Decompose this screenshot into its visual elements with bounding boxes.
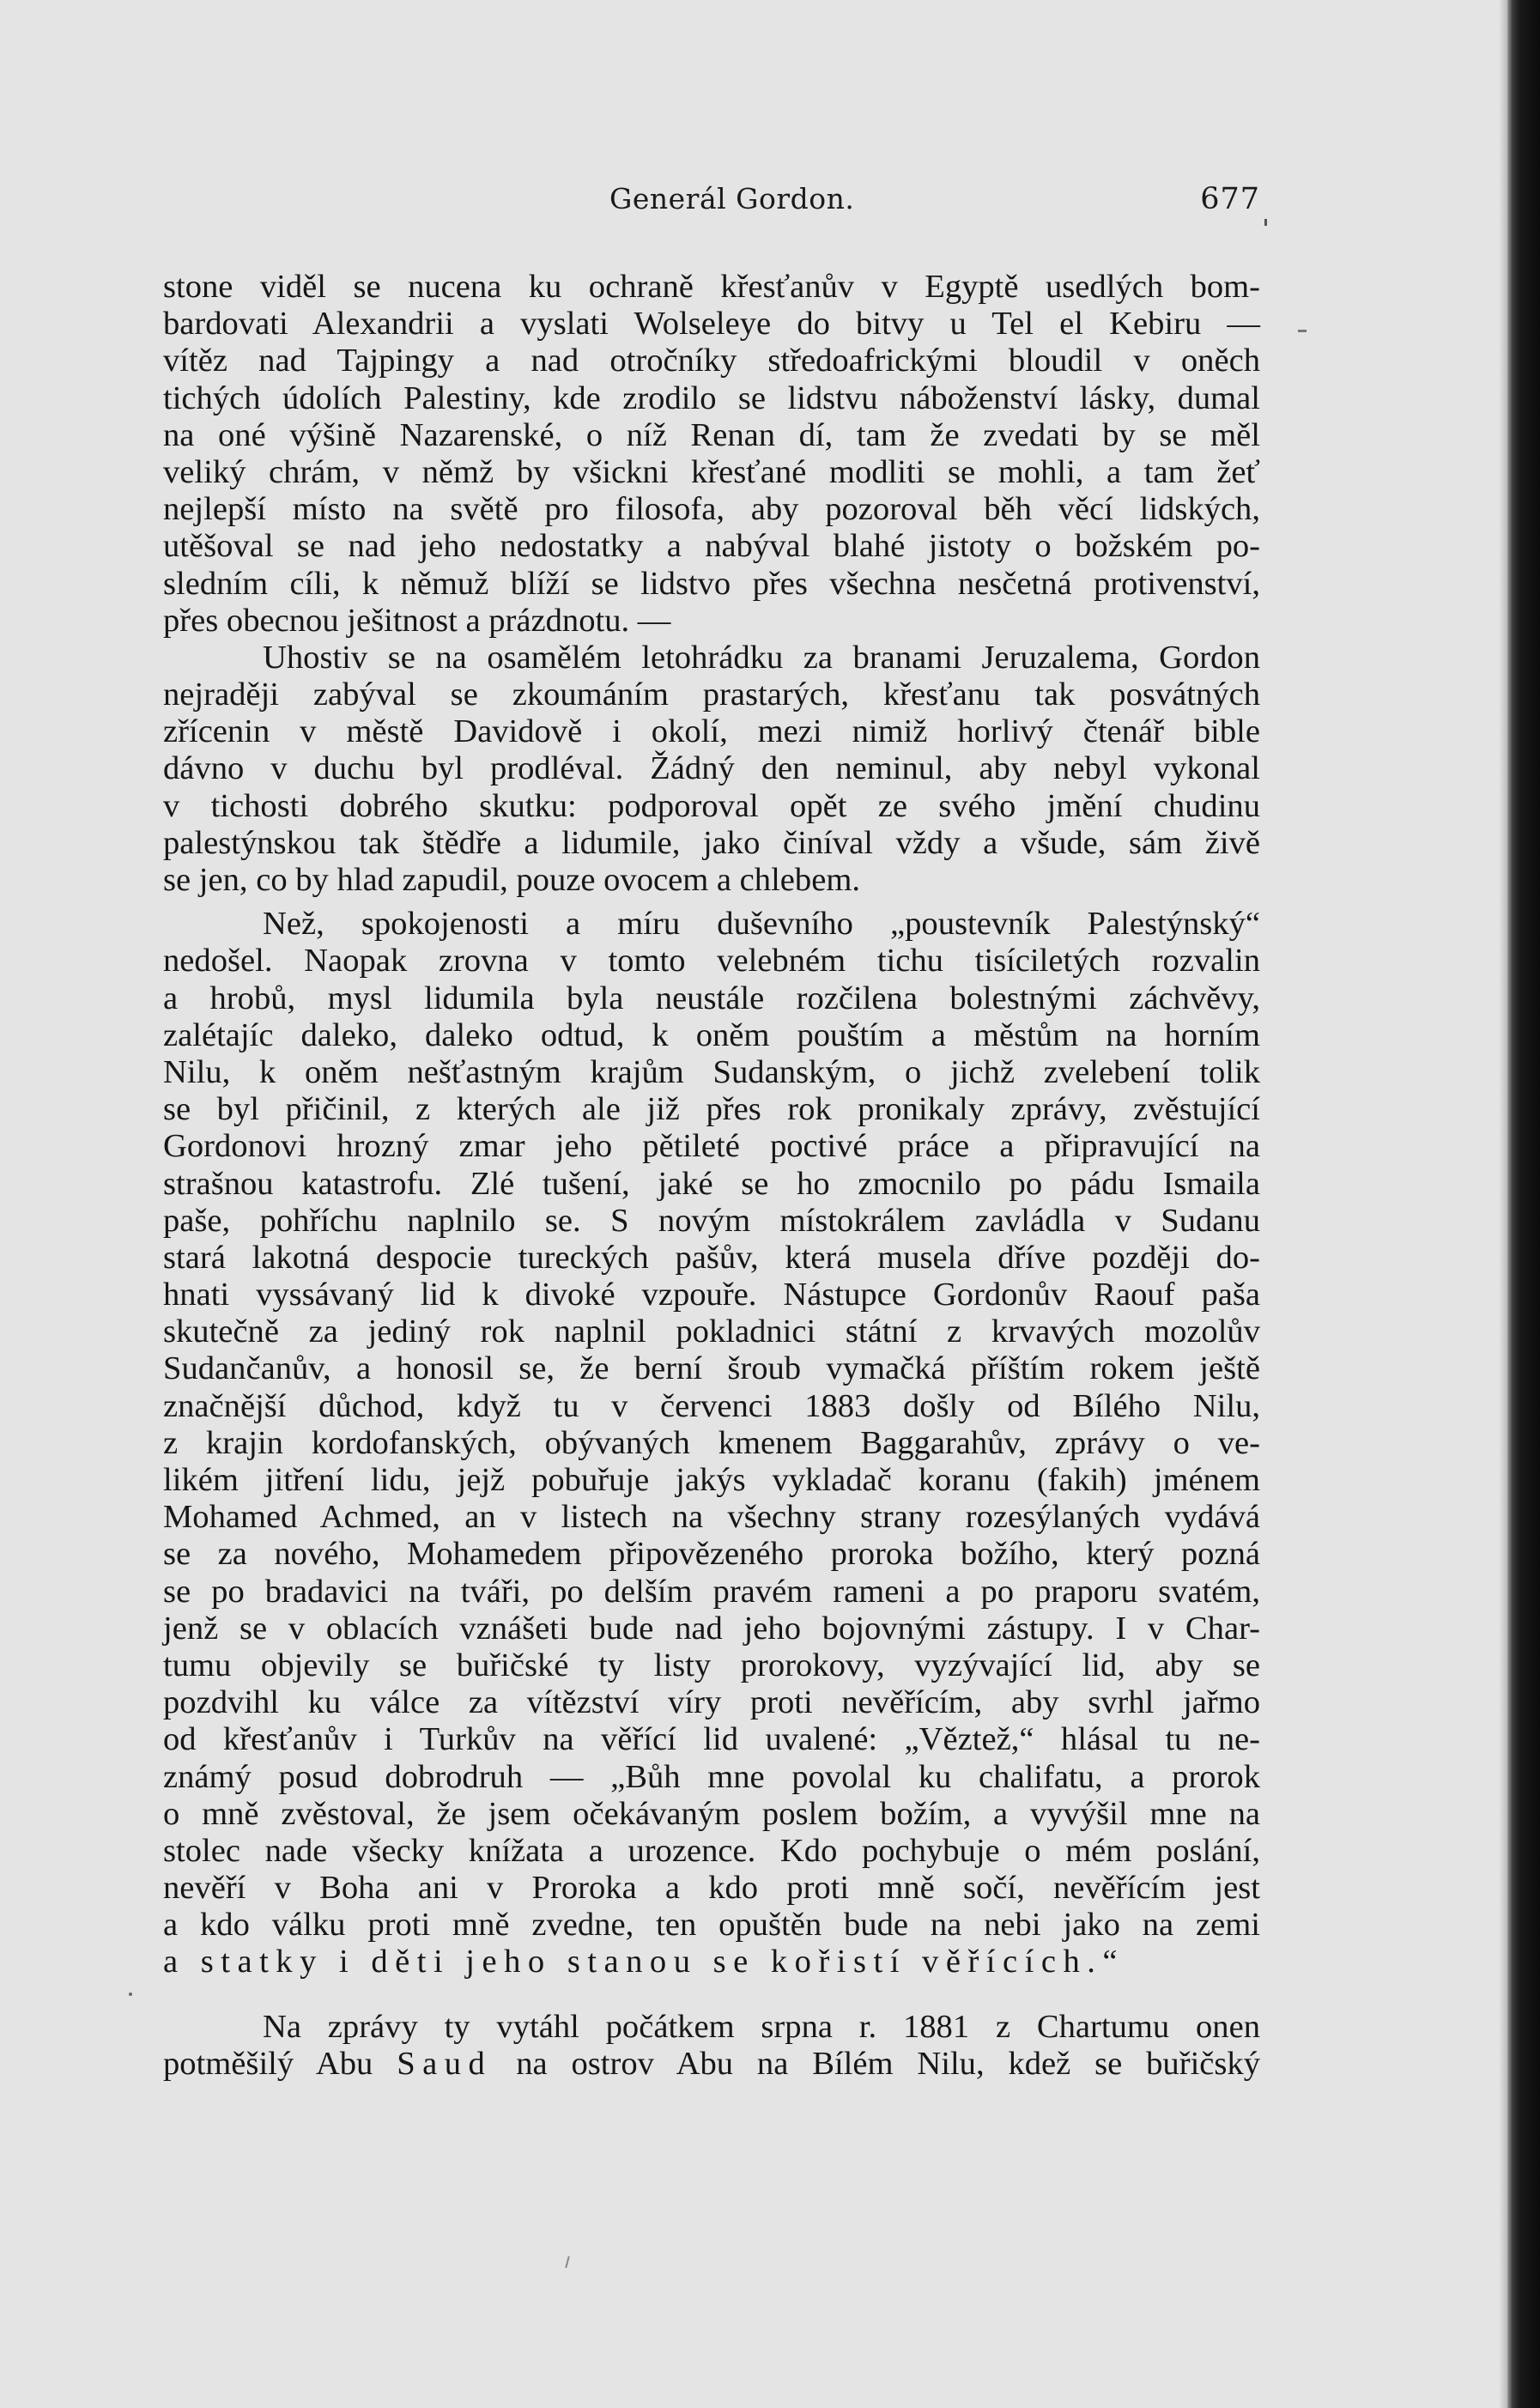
text-line: skutečně za jediný rok naplnil pokladnici státní z krvavých mozolův [163, 1313, 1260, 1350]
text-line: strašnou katastrofu. Zlé tušení, jaké se ho zmocnilo po pádu Ismaila [163, 1165, 1260, 1202]
text-line: se za nového, Mohamedem připovězeného proroka božího, který pozná [163, 1536, 1260, 1573]
text-line: Mohamed Achmed, an v listech na všechny strany rozesýlaných vydává [163, 1499, 1260, 1536]
text-line: pozdvihl ku válce za vítězství víry proti nevěřícím, aby svrhl jařmo [163, 1684, 1260, 1721]
text-line: zalétajíc daleko, daleko odtud, k oněm pouštím a městům na horním [163, 1016, 1260, 1053]
text-line: stone viděl se nucena ku ochraně křesťanův v Egyptě usedlých bom- [163, 269, 1260, 305]
text-line: Gordonovi hrozný zmar jeho pětileté poctivé práce a připravující na [163, 1128, 1260, 1165]
binding-shadow [1499, 0, 1507, 2408]
binding-edge [1507, 0, 1540, 2408]
text-run: potměšilý Abu [163, 2045, 397, 2082]
text-line: utěšoval se nad jeho nedostatky a nabýval blahé jistoty o božském po- [163, 528, 1260, 565]
text-line: nevěří v Boha ani v Proroka a kdo proti mně sočí, nevěřícím jest [163, 1870, 1260, 1907]
text-line: palestýnskou tak štědře a lidumile, jako činíval vždy a všude, sám živě [163, 824, 1260, 861]
paragraph-gap [163, 899, 1260, 906]
text-line: tumu objevily se buřičské ty listy prorokovy, vyzývající lid, aby se [163, 1647, 1260, 1683]
margin-dash [1298, 330, 1307, 332]
text-line: Než, spokojenosti a míru duševního „poustevník Palestýnský“ [263, 906, 1260, 943]
text-line: tichých údolích Palestiny, kde zrodilo se lidstvu náboženství lásky, dumal [163, 379, 1260, 416]
text-line: a kdo válku proti mně zvedne, ten opuštěn bude na nebi jako na zemi [163, 1907, 1260, 1944]
text-line: se byl přičinil, z kterých ale již přes rok pronikaly zprávy, zvěstující [163, 1091, 1260, 1128]
text-line: se jen, co by hlad zapudil, pouze ovocem a chlebem. [163, 862, 860, 898]
paragraph-1 [163, 269, 1260, 640]
print-speck [129, 1993, 132, 1996]
text-line: od křesťanův i Turkův na věřící lid uvalené: „Věztež,“ hlásal tu ne- [163, 1721, 1260, 1758]
page-number: 677 [1200, 182, 1260, 216]
text-line: se po bradavici na tváři, po delším pravém rameni a po praporu svatém, [163, 1573, 1260, 1610]
text-line: likém jitření lidu, jejž pobuřuje jakýs vykladač koranu (fakih) jménem [163, 1462, 1260, 1498]
text-line: značnější důchod, když tu v červenci 1883 došly od Bílého Nilu, [163, 1387, 1260, 1424]
text-line-mixed [163, 2046, 1260, 2083]
text-line: stolec nade všecky knížata a urozence. Kdo pochybuje o mém poslání, [163, 1832, 1260, 1869]
print-speck [565, 2256, 570, 2268]
text-line: Na zprávy ty vytáhl počátkem srpna r. 1881 z Chartumu onen [263, 2008, 1260, 2045]
running-title: Generál Gordon. [609, 182, 855, 215]
text-line: veliký chrám, v němž by všickni křesťané modliti se mohli, a tam žeť [163, 453, 1260, 490]
text-line: Uhostiv se na osamělém letohrádku za branami Jeruzalema, Gordon [263, 639, 1260, 676]
text-line: hnati vyssávaný lid k divoké vzpouře. Nástupce Gordonův Raouf paša [163, 1277, 1260, 1313]
text-line: na oné výšině Nazarenské, o níž Renan dí, tam že zvedati by se měl [163, 416, 1260, 453]
body-text [163, 269, 1260, 2083]
text-line: Sudančanův, a honosil se, že berní šroub vymačká příštím rokem ještě [163, 1350, 1260, 1387]
paragraph-3 [163, 906, 1260, 1980]
text-run: na ostrov Abu na Bílém Nilu, kdež se buřičský [492, 2045, 1260, 2082]
text-line: v tichosti dobrého skutku: podporoval opět ze svého jmění chudinu [163, 787, 1260, 824]
text-line: o mně zvěstoval, že jsem očekávaným poslem božím, a vyvýšil mne na [163, 1795, 1260, 1832]
text-line: paše, pohříchu naplnilo se. S novým místokrálem zavládla v Sudanu [163, 1202, 1260, 1239]
text-line: z krajin kordofanských, obývaných kmenem Baggarahův, zprávy o ve- [163, 1424, 1260, 1461]
text-line: známý posud dobrodruh — „Bůh mne povolal ku chalifatu, a prorok [163, 1758, 1260, 1795]
text-line: dávno v duchu byl prodléval. Žádný den neminul, aby nebyl vykonal [163, 750, 1260, 787]
text-line: Nilu, k oněm nešťastným krajům Sudanským, o jichž zvelebení tolik [163, 1053, 1260, 1090]
paragraph-gap [163, 1981, 1260, 2009]
text-line: a hrobů, mysl lidumila byla neustále rozčilena bolestnými záchvěvy, [163, 980, 1260, 1016]
spaced-text-line: a statky i děti jeho stanou se kořistí věřících.“ [163, 1944, 1125, 1980]
text-line: nejraději zabýval se zkoumáním prastarých, křesťanu tak posvátných [163, 676, 1260, 713]
text-line: stará lakotná despocie tureckých pašův, která musela dříve později do- [163, 1239, 1260, 1276]
print-speck [1264, 219, 1267, 226]
spaced-name: Saud [397, 2045, 493, 2082]
text-line: vítěz nad Tajpingy a nad otročníky středoafrickými bloudil v oněch [163, 343, 1260, 379]
text-line: sledním cíli, k němuž blíží se lidstvo přes všechna nesčetná protivenství, [163, 565, 1260, 602]
paragraph-2 [163, 640, 1260, 899]
text-line: nejlepší místo na světě pro filosofa, aby pozoroval běh věcí lidských, [163, 491, 1260, 528]
text-line: jenž se v oblacích vznášeti bude nad jeho bojovnými zástupy. I v Char- [163, 1610, 1260, 1647]
text-line: bardovati Alexandrii a vyslati Wolseleye do bitvy u Tel el Kebiru — [163, 306, 1260, 343]
page-header [163, 182, 1260, 225]
text-line: zřícenin v městě Davidově i okolí, mezi nimiž horlivý čtenář bible [163, 713, 1260, 750]
paragraph-4 [163, 2009, 1260, 2083]
text-line: přes obecnou ješitnost a prázdnotu. — [163, 602, 671, 639]
text-line: nedošel. Naopak zrovna v tomto velebném tichu tisíciletých rozvalin [163, 943, 1260, 980]
